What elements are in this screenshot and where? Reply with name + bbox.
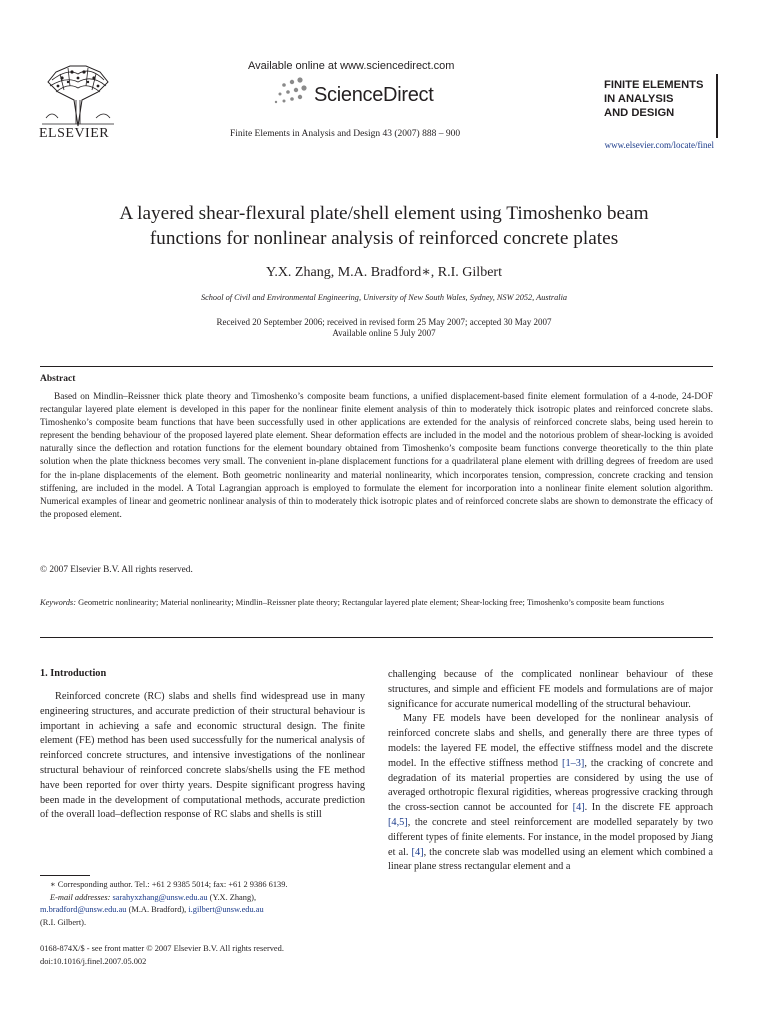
journal-title-line: IN ANALYSIS (604, 93, 674, 105)
journal-title-line: AND DESIGN (604, 107, 675, 119)
journal-title-line: FINITE ELEMENTS (604, 79, 704, 91)
available-date: Available online 5 July 2007 (332, 328, 436, 338)
email-label: E-mail addresses: (50, 892, 111, 902)
citation-link[interactable]: [4] (572, 802, 585, 814)
divider (40, 366, 713, 367)
author-list: Y.X. Zhang, M.A. Bradford∗, R.I. Gilbert (266, 265, 502, 280)
journal-url-link[interactable]: www.elsevier.com/locate/finel (604, 140, 714, 150)
abstract-heading: Abstract (40, 374, 76, 384)
paragraph: challenging because of the complicated nonlinear behaviour of these structures, and simple and efficient FE models and formulations are of major significance for accurate numerical modelling of the structural behaviour. (388, 669, 713, 710)
article-dates (40, 317, 728, 339)
citation-link[interactable]: [4] (411, 846, 424, 858)
keywords-text: Geometric nonlinearity; Material nonlinearity; Mindlin–Reissner plate theory; Rectangular layered plate element; Shear-locking free; Timoshenko’s composite beam functions (75, 598, 664, 607)
paragraph (388, 712, 713, 875)
corresponding-author: ∗ Corresponding author. Tel.: +61 2 9385 5014; fax: +61 2 9386 6139. (50, 880, 288, 889)
issn-line: 0168-874X/$ - see front matter © 2007 Elsevier B.V. All rights reserved. (40, 944, 284, 953)
journal-reference: Finite Elements in Analysis and Design 43 (2007) 888 – 900 (230, 129, 461, 139)
available-online-text: Available online at www.sciencedirect.com (248, 60, 455, 72)
journal-title (604, 78, 716, 120)
abstract-copyright: © 2007 Elsevier B.V. All rights reserved. (40, 565, 193, 575)
email-owner: (M.A. Bradford), (126, 905, 189, 914)
paragraph-text: , the cracking of concrete and degradation of its material properties are considered by using the use of averaged orthotropic flexural rigidities, whereas progressive cracking through the cross-section cannot be accounted for (388, 757, 713, 814)
publisher-name: ELSEVIER (39, 126, 110, 141)
article-title (40, 201, 728, 251)
elsevier-tree-logo (38, 60, 118, 128)
email-owner: (R.I. Gilbert). (40, 917, 87, 927)
keywords (40, 597, 713, 609)
footnote-rule (40, 875, 90, 876)
front-matter (40, 943, 284, 968)
paragraph: Reinforced concrete (RC) slabs and shells find widespread use in many engineering structures, and accurate prediction of their structural behaviour is important in achieving a safe and economic structural design. The finite element (FE) method has been used successfully for the numerical analysis of reinforced concrete structures, and intensive investigations of the nonlinear structural behaviour of reinforced concrete slabs/shells using the FE method have been reported for over thirty years. Despite significant progress having been made in the development of computational methods, accurate prediction of the overall load–deflection response of RC slabs and shells is still (40, 691, 365, 821)
citation-link[interactable]: [1–3] (562, 757, 585, 769)
affiliation: School of Civil and Environmental Engineering, University of New South Wales, Sydney, NSW 2052, Australia (200, 293, 568, 302)
abstract-body: Based on Mindlin–Reissner thick plate theory and Timoshenko’s composite beam functions, a unified displacement-based finite element formulation of a 4-node, 24-DOF rectangular layered plate element is developed in this paper for the nonlinear finite element analysis of thin to moderately thick isotropic plates and reinforced concrete slabs. Timoshenko’s composite beam functions that have been successfully used in other applications are extended for the analysis of reinforced concrete slabs, being used herein to represent the bending behaviour of the proposed layered plate element. Shear deformation effects are included in the model and the notorious problem of shear-locking is avoided naturally since the deflection and rotation functions for the element boundary obtained from Timoshenko’s composite beam functions converge theoretically to the thin plate solution when the plate thickness becomes very small. The convenient in-plane displacement functions for a quadrilateral plane element with drilling degrees of freedom are used for the in-plane displacements of the element. Both geometric nonlinearity and material nonlinearity, which incorporates tension, compression, concrete cracking and tension stiffening, are included in the model. A Total Lagrangian approach is employed to formulate the element for incorporation into a nonlinear finite element solution algorithm. Numerical examples of linear and geometric nonlinear analysis of thin to moderately thick isotropic plates and of reinforced concrete slabs are shown to demonstrate the efficacy of the proposed element. (40, 392, 713, 520)
sciencedirect-dots-icon (270, 76, 310, 106)
section-heading: 1. Introduction (40, 668, 107, 679)
right-column (388, 668, 713, 875)
email-link[interactable]: i.gilbert@unsw.edu.au (188, 905, 264, 914)
paragraph-text: . In the discrete FE approach (584, 802, 713, 814)
sciencedirect-brand: ScienceDirect (314, 84, 434, 106)
email-link[interactable]: sarahyxzhang@unsw.edu.au (112, 892, 208, 902)
article-title-line: functions for nonlinear analysis of reinforced concrete plates (149, 228, 619, 249)
keywords-label: Keywords: (40, 598, 76, 607)
email-link[interactable]: m.bradford@unsw.edu.au (40, 905, 127, 914)
paragraph-text: , the concrete slab was modelled using an element which combined a linear plane stress rectangular element and a (388, 846, 713, 873)
divider (40, 637, 713, 638)
article-title-line: A layered shear-flexural plate/shell element using Timoshenko beam (119, 203, 649, 224)
received-dates: Received 20 September 2006; received in revised form 25 May 2007; accepted 30 May 2007 (216, 317, 552, 327)
footnote (40, 879, 365, 929)
email-owner: (Y.X. Zhang), (207, 892, 257, 902)
citation-link[interactable]: [4,5] (388, 816, 408, 828)
doi-line: doi:10.1016/j.finel.2007.05.002 (40, 956, 147, 966)
left-column (40, 690, 365, 823)
paragraph-text: , the concrete and steel reinforcement are modelled separately by two different types of finite elements. For instance, in the model proposed by Jiang et al. (388, 816, 713, 858)
paragraph-text: Many FE models have been developed for the nonlinear analysis of reinforced concrete slabs and shells, and generally there are three types of models: the layered FE model, the effective stiffness model and the discrete model. In the effective stiffness method (388, 713, 713, 769)
